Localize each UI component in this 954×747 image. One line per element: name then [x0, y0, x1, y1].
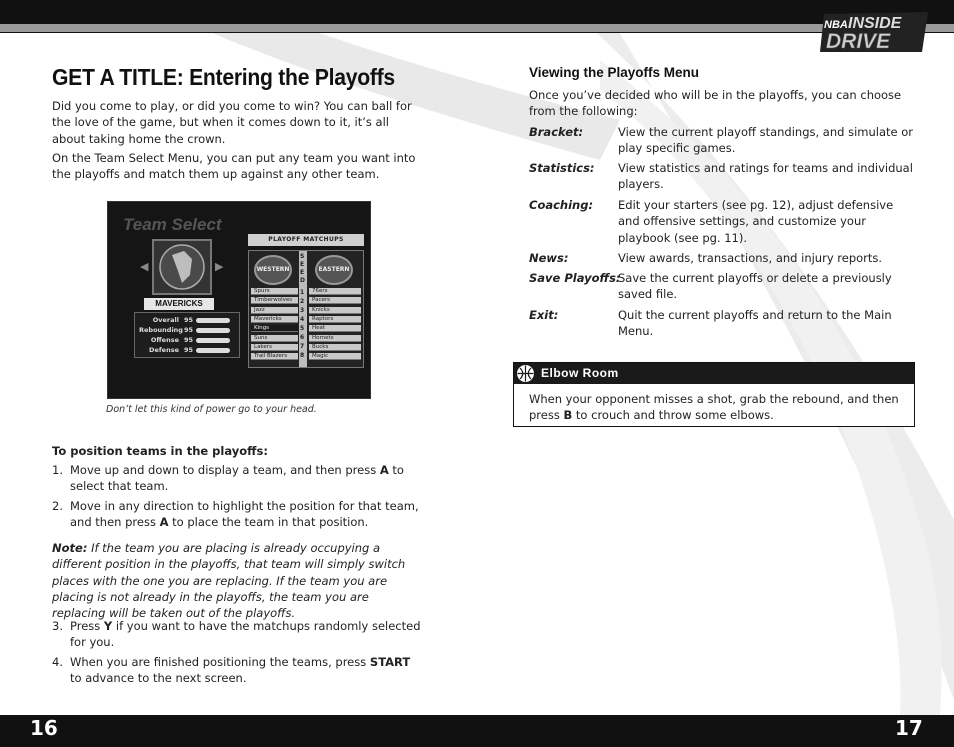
- east-team-row: Knicks: [309, 307, 361, 314]
- arrow-right-icon: ▶: [215, 260, 224, 273]
- nba-inside-drive-logo: [818, 8, 930, 54]
- horse-head-icon: [154, 241, 210, 293]
- svg-text:DRIVE: DRIVE: [826, 30, 891, 53]
- west-team-row: Mavericks: [251, 316, 298, 323]
- west-team-row: Trail Blazers: [251, 353, 298, 360]
- steps-heading: To position teams in the playoffs:: [52, 444, 268, 458]
- menu-intro: Once you’ve decided who will be in the playoffs, you can choose from the following:: [529, 88, 902, 119]
- page-number-right: 17: [895, 716, 923, 740]
- rating-row: Rebounding95: [139, 326, 234, 334]
- western-conference-logo: WESTERN: [254, 255, 292, 285]
- playoff-matchups-header: PLAYOFF MATCHUPS: [248, 234, 364, 246]
- rating-row: Offense 95: [139, 336, 234, 344]
- selected-team-name: MAVERICKS: [144, 298, 214, 310]
- top-bar-stripe: [0, 24, 954, 32]
- tip-box: [513, 362, 915, 427]
- rating-row: Defense 95: [139, 346, 234, 354]
- screenshot-caption: Don’t let this kind of power go to your head.: [106, 404, 317, 415]
- note-paragraph: Note: If the team you are placing is already occupying a different position in the playoffs, that team will simply switch places with the one you are replacing. If the team you are placing is not already in the playoffs, the team you are replacing will be taken out of the playoffs.: [52, 541, 406, 621]
- east-team-row: Raptors: [309, 316, 361, 323]
- tip-title: Elbow Room: [541, 366, 619, 380]
- west-team-row: Jazz: [251, 307, 298, 314]
- basketball-icon: [517, 365, 534, 382]
- page-title: GET A TITLE: Entering the Playoffs: [52, 64, 395, 90]
- seed-column: S E E D 1 2 3 4 5 6 7 8: [299, 251, 307, 367]
- team-select-title: Team Select: [123, 215, 222, 234]
- west-team-row: Spurs: [251, 288, 298, 295]
- tip-body: When your opponent misses a shot, grab the rebound, and then press B to crouch and throw some elbows.: [529, 392, 899, 423]
- rating-row: Overall 95: [139, 316, 234, 324]
- bottom-bar: [0, 715, 954, 747]
- arrow-left-icon: ◀: [140, 260, 149, 273]
- east-team-row: Heat: [309, 325, 361, 332]
- note-label: Note:: [52, 541, 88, 555]
- east-team-row: Hornets: [309, 335, 361, 342]
- playoff-matchups-panel: [248, 250, 364, 368]
- step-4: 4. When you are finished positioning the teams, press START to advance to the next screen.: [52, 655, 411, 686]
- east-team-row: Magic: [309, 353, 361, 360]
- tip-header: [514, 363, 914, 384]
- team-emblem: [152, 239, 212, 295]
- svg-text:NBA: NBA: [824, 19, 848, 31]
- team-select-screenshot: [107, 201, 371, 399]
- west-team-row: Lakers: [251, 344, 298, 351]
- step-2: 2. Move in any direction to highlight the position for that team, and then press A to place the team in that position.: [52, 499, 419, 530]
- east-team-row: Pacers: [309, 297, 361, 304]
- page-number-left: 16: [30, 716, 58, 740]
- intro-paragraph-1: Did you come to play, or did you come to win? You can ball for the love of the game, but when it comes down to it, it’s all about taking home the crown.: [52, 99, 412, 146]
- eastern-conference-logo: EASTERN: [315, 255, 353, 285]
- svg-text:INSIDE: INSIDE: [848, 15, 902, 32]
- west-team-row: Suns: [251, 335, 298, 342]
- east-team-row: 76ers: [309, 288, 361, 295]
- team-ratings-panel: [134, 312, 240, 358]
- west-team-row: Timberwolves: [251, 297, 298, 304]
- west-team-row: Kings: [251, 325, 298, 332]
- step-1: 1. Move up and down to display a team, and then press A to select that team.: [52, 463, 404, 494]
- east-team-row: Bucks: [309, 344, 361, 351]
- step-3: 3. Press Y if you want to have the matchups randomly selected for you.: [52, 619, 421, 650]
- section-heading: Viewing the Playoffs Menu: [529, 65, 700, 80]
- intro-paragraph-2: On the Team Select Menu, you can put any team you want into the playoffs and match them up against any other team.: [52, 151, 416, 182]
